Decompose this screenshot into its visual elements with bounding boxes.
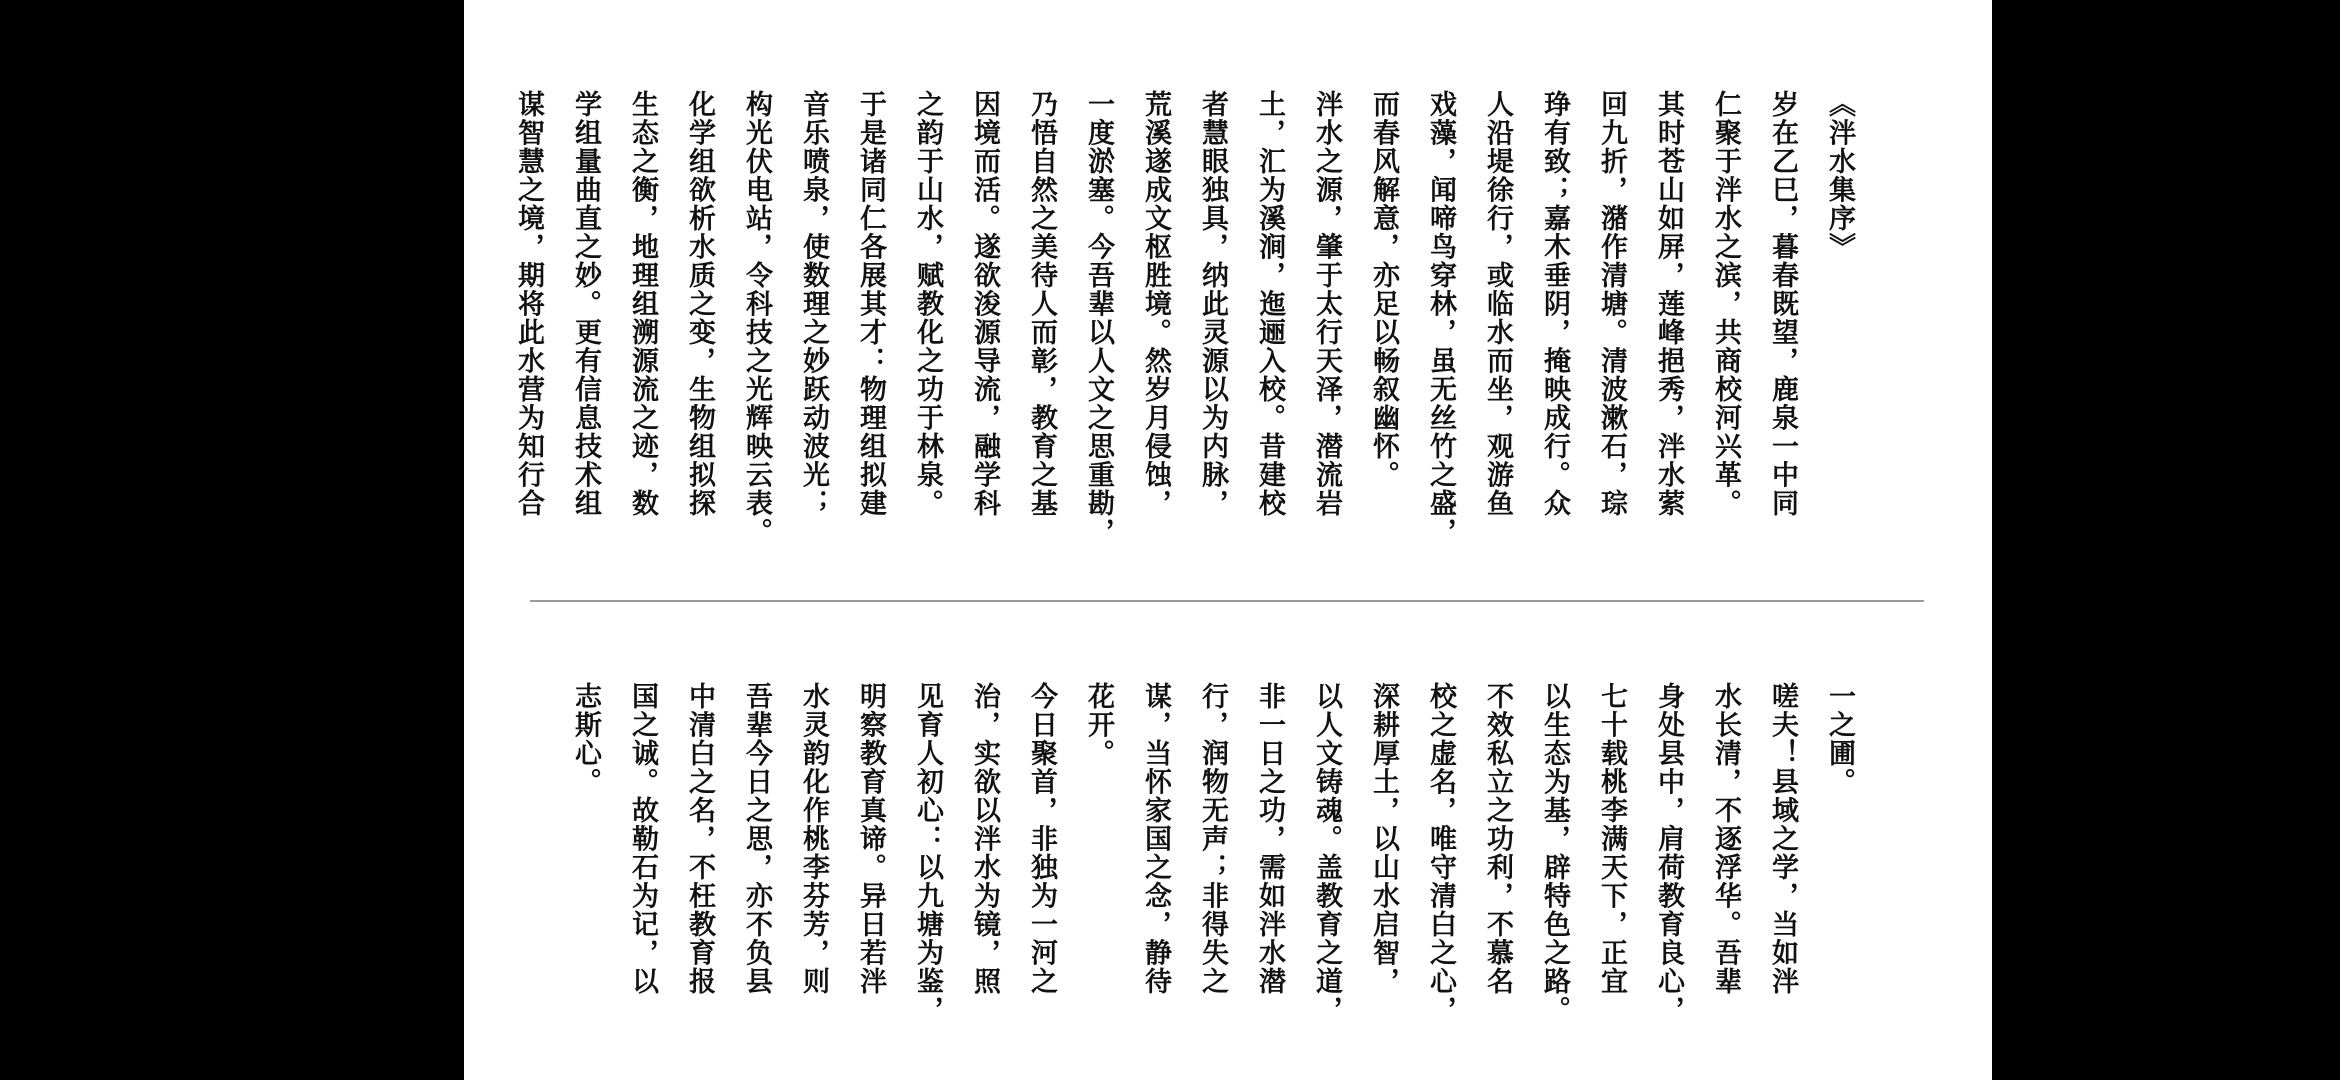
preface-title: 《泮水集序》 <box>1824 90 1855 261</box>
text-column: 不效私立之功利，不慕名 <box>1482 682 1513 996</box>
text-column: 水灵韵化作桃李芬芳，则 <box>798 682 829 996</box>
text-column: 国之诚。故勒石为记，以 <box>627 682 658 996</box>
text-column: 回九折，潴作清塘。清波漱石，琮 <box>1596 90 1627 518</box>
text-column: 明察教育真谛。异日若泮 <box>855 682 886 996</box>
section-divider <box>530 600 1924 602</box>
text-column: 一度淤塞。今吾辈以人文之思重勘， <box>1083 90 1114 546</box>
text-column: 因境而活。遂欲浚源导流，融学科 <box>969 90 1000 518</box>
text-column: 学组量曲直之妙。更有信息技术组 <box>570 90 601 518</box>
text-column: 之韵于山水，赋教化之功于林泉。 <box>912 90 943 518</box>
preface-upper-section <box>500 90 1868 560</box>
text-column: 治，实欲以泮水为镜，照 <box>969 682 1000 996</box>
preface-lower-section <box>557 682 1868 1024</box>
text-column: 泮水之源，肇于太行天泽，潜流岩 <box>1311 90 1342 518</box>
text-column: 以生态为基，辟特色之路。 <box>1539 682 1570 1024</box>
text-column: 校之虚名，唯守清白之心， <box>1425 682 1456 1024</box>
text-column: 吾辈今日之思，亦不负县 <box>741 682 772 996</box>
text-column: 行，润物无声；非得失之 <box>1197 682 1228 996</box>
text-column: 者慧眼独具，纳此灵源以为内脉， <box>1197 90 1228 518</box>
text-column: 以人文铸魂。盖教育之道， <box>1311 682 1342 1024</box>
text-column: 身处县中，肩荷教育良心， <box>1653 682 1684 1024</box>
text-column: 见育人初心：以九塘为鉴， <box>912 682 943 1024</box>
text-column: 土，汇为溪涧，迤逦入校。昔建校 <box>1254 90 1285 518</box>
text-column: 而春风解意，亦足以畅叙幽怀。 <box>1368 90 1399 489</box>
text-column: 化学组欲析水质之变，生物组拟探 <box>684 90 715 518</box>
text-column: 构光伏电站，令科技之光辉映云表。 <box>741 90 772 546</box>
text-column: 荒溪遂成文枢胜境。然岁月侵蚀， <box>1140 90 1171 518</box>
text-column: 于是诸同仁各展其才：物理组拟建 <box>855 90 886 518</box>
text-column: 戏藻，闻啼鸟穿林，虽无丝竹之盛， <box>1425 90 1456 546</box>
text-column: 非一日之功，需如泮水潜 <box>1254 682 1285 996</box>
text-column: 仁聚于泮水之滨，共商校河兴革。 <box>1710 90 1741 518</box>
text-column: 水长清，不逐浮华。吾辈 <box>1710 682 1741 996</box>
text-column: 嗟夫！县域之学，当如泮 <box>1767 682 1798 996</box>
text-column: 人沿堤徐行，或临水而坐，观游鱼 <box>1482 90 1513 518</box>
text-column: 今日聚首，非独为一河之 <box>1026 682 1057 996</box>
text-column: 岁在乙巳，暮春既望，鹿泉一中同 <box>1767 90 1798 518</box>
text-column: 其时苍山如屏，莲峰挹秀，泮水萦 <box>1653 90 1684 518</box>
text-column: 乃悟自然之美待人而彰，教育之基 <box>1026 90 1057 518</box>
text-column: 花开。 <box>1083 682 1114 768</box>
text-column: 志斯心。 <box>570 682 601 796</box>
text-column: 琤有致；嘉木垂阴，掩映成行。众 <box>1539 90 1570 518</box>
text-column: 谋，当怀家国之念，静待 <box>1140 682 1171 996</box>
text-column: 谋智慧之境，期将此水营为知行合 <box>513 90 544 518</box>
text-column: 七十载桃李满天下，正宜 <box>1596 682 1627 996</box>
text-column: 音乐喷泉，使数理之妙跃动波光； <box>798 90 829 518</box>
text-column: 深耕厚土，以山水启智， <box>1368 682 1399 996</box>
text-column: 一之圃。 <box>1824 682 1855 796</box>
text-column: 中清白之名，不枉教育报 <box>684 682 715 996</box>
text-column: 生态之衡，地理组溯源流之迹，数 <box>627 90 658 518</box>
document-page <box>464 0 1992 1080</box>
